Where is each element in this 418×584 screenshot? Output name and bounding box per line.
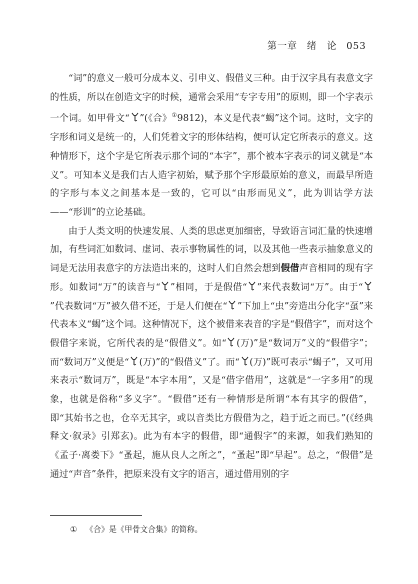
paragraph-2 [50, 223, 373, 485]
scorpion-glyph-icon [161, 281, 169, 291]
paragraph-1 [50, 70, 373, 223]
p1-text-c: 9812)，本义是代表“蝎”这个词。这时，文字的字形和词义是统一的，人们凭着文字的形体结构，便可认定它所表示的意义。这种情形下，这个字是它所表示那个词的“本字”，那个被本字表示的词义就是“本义”。可知本义是我们古人造字初始，赋予那个字形最原始的意义，而最早所造的字形与本义之间基本是一致的，它可以“由形而见义”，此为训诂学方法——“形训”的立论基础。 [50, 113, 374, 218]
p2-text-9: (万)”既可表示“蝎子”，又可用来表示“数词万”，既是“本字本用”，又是“借字借用”，这就是“一字多用”的现象，也就是俗称“多义字”。“假借”还有一种情形是所谓“本有其字的假借”，即“其始书之也，仓卒无其字，或以音类比方假借为之，趋于近之而已。”(《经典释文·叙录》引郑玄)。此为有本字的假借，即“通假字”的来源，如我们熟知的《孟子·离娄下》“蚤起，施从良人之所之”，“蚤起”即“早起”。总之，“假借”是通过“声音”条件，把原来没有文字的语言，通过借用别的字 [50, 356, 373, 480]
p2-text-1: 由于人类文明的快速发展、人类的思虑更加细密，导致语言词汇量的快速增加，有些词汇如数词、虚词、表示事物属性的词，以及其他一些表示抽象意义的词是无法用表意字的方法造出来的，这时人们自然会想到 [50, 225, 373, 275]
scorpion-glyph-icon [227, 337, 235, 347]
scorpion-glyph-icon [130, 356, 138, 366]
p2-text-5: ”代表数词“万”被久借不还，于是人们便在“ [50, 300, 228, 312]
footnote-text: 《合》是《甲骨文合集》的简称。 [85, 525, 203, 534]
running-header [261, 38, 366, 52]
scorpion-glyph-icon [228, 300, 236, 310]
p2-text-4: ”来代表数词“万”。由于“ [257, 281, 363, 293]
scorpion-glyph-icon [241, 356, 249, 366]
footnote-ref[interactable]: ① [171, 112, 178, 120]
chapter-label: 第一章 [267, 41, 298, 52]
p1-text-b: ”(《合》 [139, 113, 172, 125]
chapter-title: 绪 论 [306, 41, 337, 52]
p2-text-2: 声音相同的现有字形。如数词“万”的读音与“ [50, 263, 374, 293]
footnote-divider [50, 515, 142, 516]
scorpion-glyph-icon [248, 281, 256, 291]
p2-emphasis: 假借 [280, 263, 300, 275]
p1-text-a: “词”的意义一般可分成本义、引申义、假借义三种。由于汉字具有表意文字的性质，所以在创造文字的时候，通常会采用“专字专用”的原则，即一个字表示一个词。如甲骨文“ [50, 73, 373, 125]
p2-text-7: (万)”是“数词万”义的“假借字”；而“数词万”义便是“ [50, 337, 374, 368]
scorpion-glyph-icon [131, 112, 139, 122]
p2-text-6: ”下加上“虫”旁造出分化字“虿”来代表本义“蝎”这个词。这种情况下，这个被借来表音的字是“假借字”，而对这个假借字来说，它所代表的是“假借义”。如“ [50, 300, 373, 349]
body-text [50, 70, 373, 485]
p2-text-3: ”相同，于是假借“ [170, 281, 248, 293]
p2-text-8: (万)”的“假借义”了。而“ [139, 356, 240, 368]
footnote [70, 524, 202, 535]
scorpion-glyph-icon [364, 281, 372, 291]
footnote-marker: ① [70, 525, 77, 534]
page-number: 053 [346, 41, 366, 52]
